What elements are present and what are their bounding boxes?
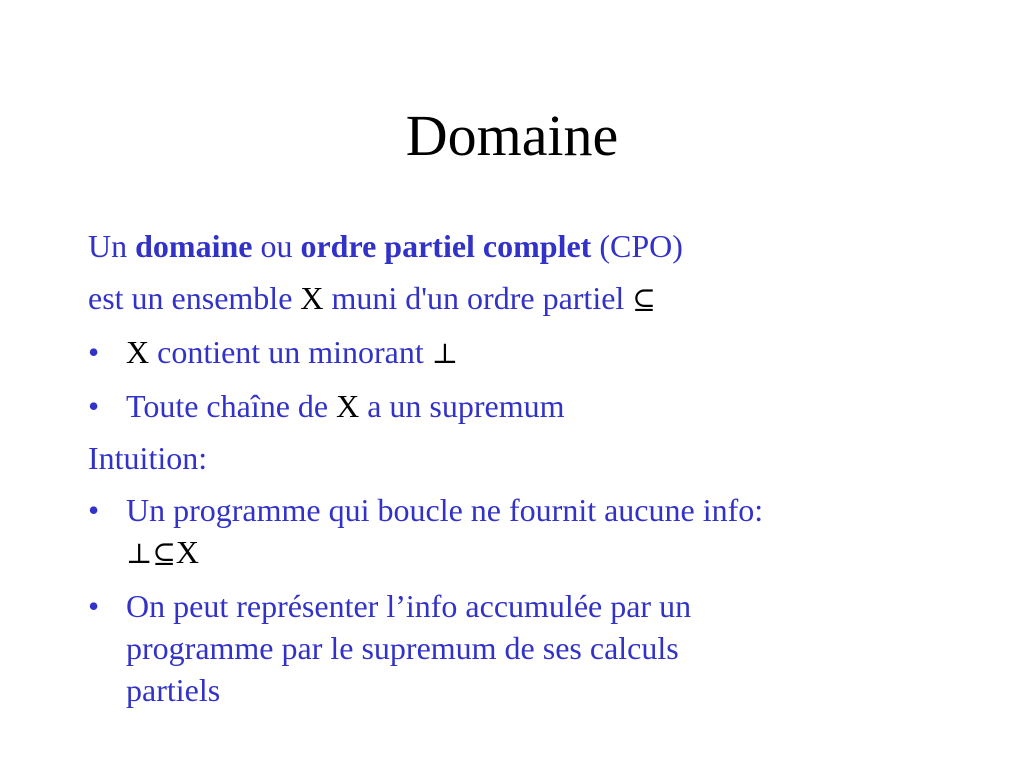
- intuition-label: Intuition:: [88, 440, 208, 476]
- term-domaine: domaine: [135, 228, 253, 264]
- definition-line-1: [88, 225, 968, 267]
- intuition-item-2: [88, 585, 968, 711]
- bullet: •: [88, 588, 100, 624]
- intuition-item-2-line-1: On peut représenter l’info accumulée par un: [126, 588, 692, 624]
- intuition-item-1-line-1: Un programme qui boucle ne fournit aucune info:: [126, 492, 764, 528]
- bottom-symbol: ⊥: [431, 337, 459, 370]
- text-span: contient un minorant: [149, 334, 432, 370]
- bullet: •: [88, 388, 100, 424]
- text-span: ou: [252, 228, 301, 264]
- definition-line-2: [88, 277, 968, 321]
- text-span: est un ensemble: [88, 280, 301, 316]
- variable-x: X: [300, 280, 324, 316]
- text-span: Un: [88, 228, 136, 264]
- bullet: •: [88, 492, 100, 528]
- bottom-symbol: ⊥: [126, 537, 153, 570]
- slide-body: [88, 225, 968, 711]
- subset-symbol: ⊆: [152, 537, 176, 570]
- property-item-2: [88, 385, 968, 427]
- variable-x: X: [126, 334, 150, 370]
- text-span: muni d'un ordre partiel: [323, 280, 633, 316]
- text-span: (CPO): [591, 228, 683, 264]
- text-span: Toute chaîne de: [126, 388, 337, 424]
- variable-x: X: [175, 534, 199, 570]
- subset-symbol: ⊆: [632, 283, 656, 316]
- intuition-item-2-line-2: programme par le supremum de ses calculs: [126, 630, 679, 666]
- slide-title: Domaine: [405, 103, 619, 168]
- intuition-item-2-line-3: partiels: [126, 672, 221, 708]
- property-item-1: [88, 331, 968, 375]
- term-cpo: ordre partiel complet: [300, 228, 592, 264]
- bullet: •: [88, 334, 100, 370]
- intuition-item-1-line-2: [126, 531, 968, 575]
- intuition-item-1: [88, 489, 968, 575]
- text-span: a un supremum: [359, 388, 565, 424]
- variable-x: X: [336, 388, 360, 424]
